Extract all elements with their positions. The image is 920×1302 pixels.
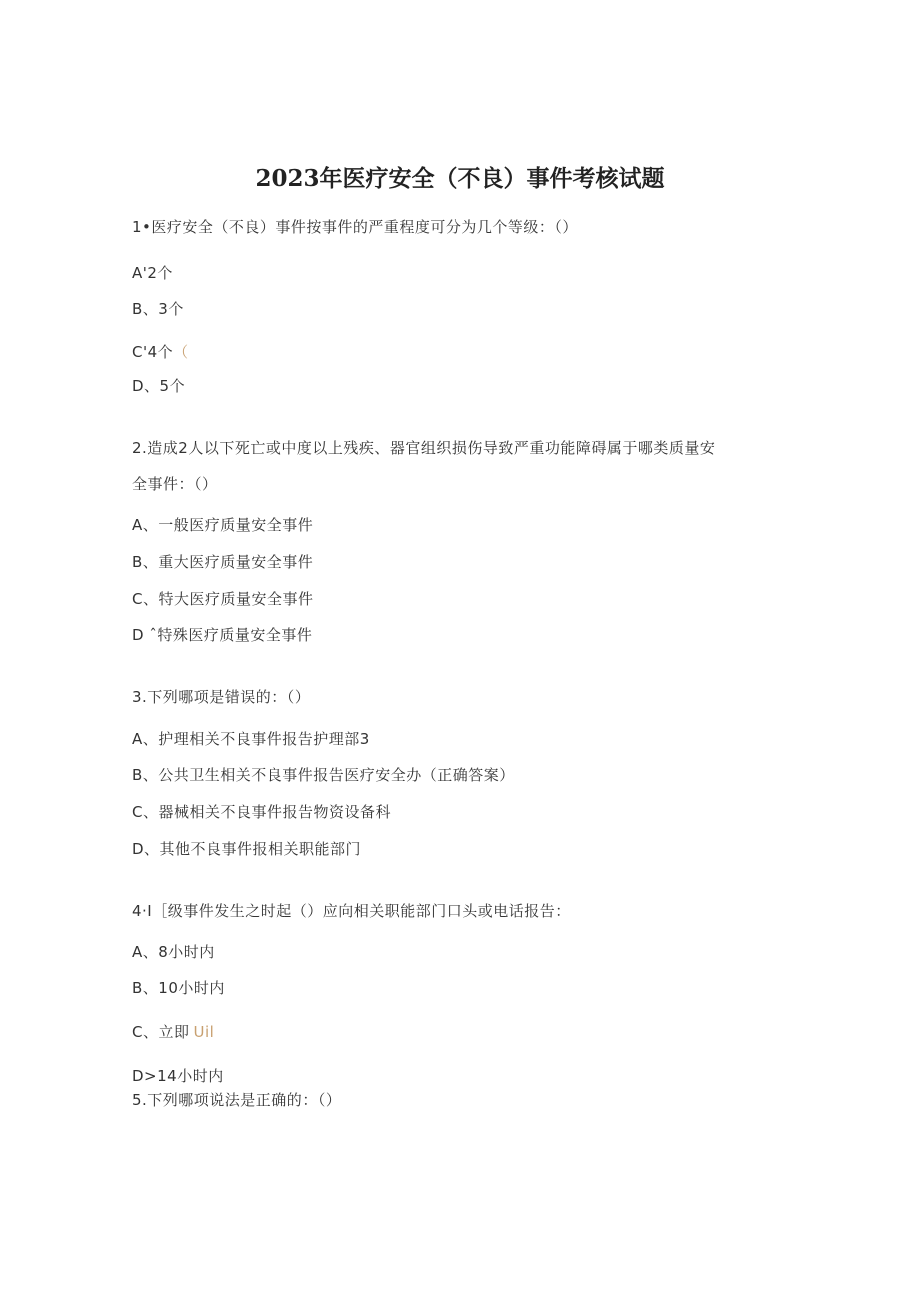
option-b: B、公共卫生相关不良事件报告医疗安全办（正确答案） (132, 766, 515, 784)
option-a: A、8小时内 (132, 943, 215, 961)
question-stem: 4·I［级事件发生之时起（）应向相关职能部门口头或电话报告： (132, 902, 571, 920)
option-mark: Uil (193, 1023, 215, 1041)
option-a: A、护理相关不良事件报告护理部3 (132, 730, 370, 748)
option-d: D、5个 (132, 377, 186, 395)
option-b: B、3个 (132, 300, 184, 318)
option-d: D ˆ特殊医疗质量安全事件 (132, 626, 313, 644)
option-c: C、器械相关不良事件报告物资设备科 (132, 803, 391, 821)
option-d: D>14小时内 (132, 1067, 224, 1085)
question-stem: 5.下列哪项说法是正确的：（） (132, 1091, 342, 1109)
question-stem: 2.造成2人以下死亡或中度以上残疾、器官组织损伤导致严重功能障碍属于哪类质量安 (132, 439, 716, 457)
option-c (132, 1021, 214, 1042)
question-stem: 3.下列哪项是错误的：（） (132, 688, 311, 706)
option-d: D、其他不良事件报相关职能部门 (132, 840, 362, 858)
option-text: C'4个 (132, 343, 174, 361)
exam-title: 2023年医疗安全（不良）事件考核试题 (255, 165, 665, 192)
option-b: B、10小时内 (132, 979, 225, 997)
question-stem: 1•医疗安全（不良）事件按事件的严重程度可分为几个等级：（） (132, 218, 578, 236)
option-c (132, 341, 189, 362)
option-b: B、重大医疗质量安全事件 (132, 553, 314, 571)
option-c: C、特大医疗质量安全事件 (132, 590, 314, 608)
option-text: C、立即 (132, 1023, 190, 1041)
question-stem-continued: 全事件：（） (132, 475, 218, 493)
option-mark: （ (173, 343, 189, 361)
option-a: A'2个 (132, 264, 173, 282)
option-a: A、一般医疗质量安全事件 (132, 516, 314, 534)
